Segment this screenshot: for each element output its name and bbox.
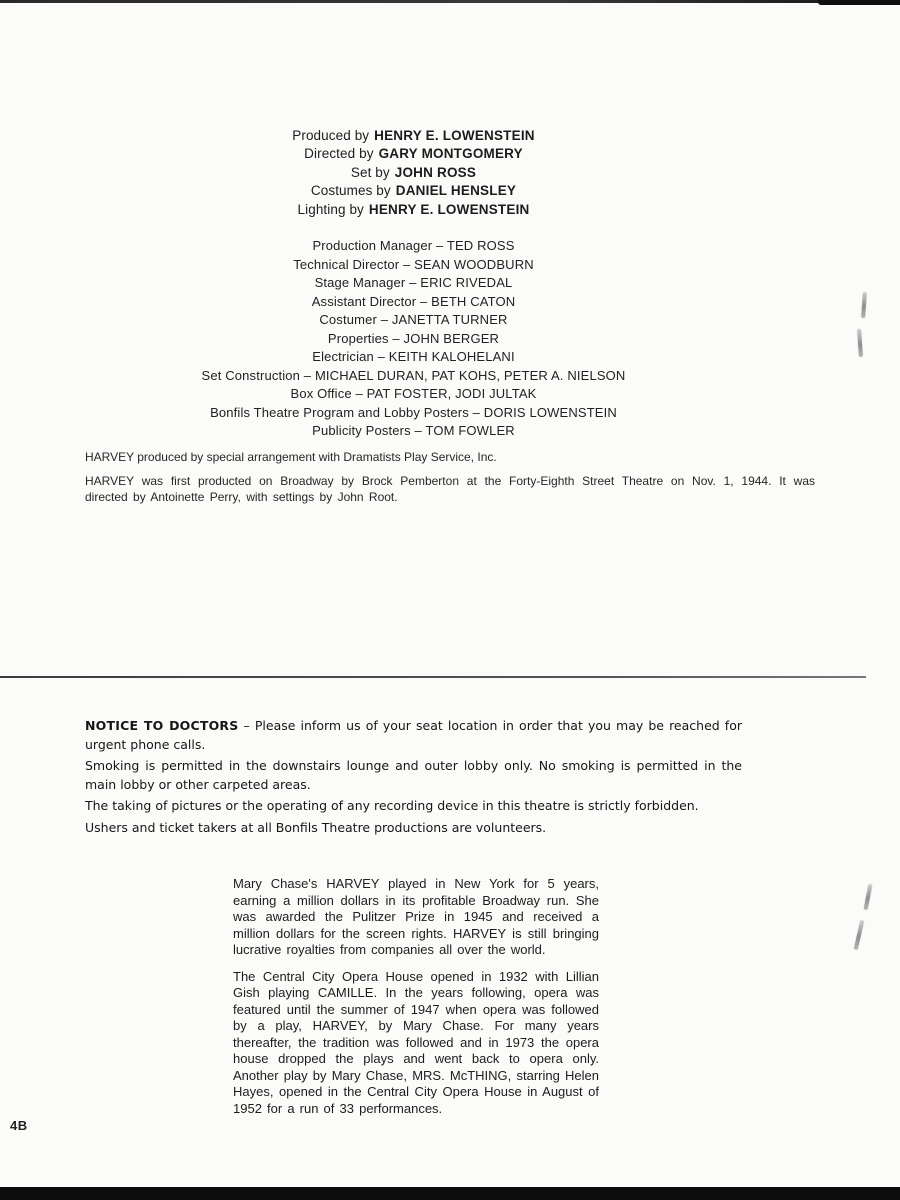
harvey-history-paragraph: Mary Chase's HARVEY played in New York for 5 years, earning a million dollars in its profitable Broadway run. She was awarded the Pulitzer Prize in 1945 and received a million dollars for the screen rights. HARVEY is still bringing lucrative royalties from companies all over the world. <box>233 876 599 957</box>
notice-ushers: Ushers and ticket takers at all Bonfils Theatre productions are volunteers. <box>85 819 547 835</box>
staple-mark <box>864 884 873 910</box>
notice-recording: The taking of pictures or the operating of any recording device in this theatre is strictly forbidden. <box>85 798 699 813</box>
staple-mark <box>861 292 867 318</box>
credit-line <box>85 164 742 182</box>
credit-role-label: Costumes by <box>310 183 391 199</box>
scan-top-edge-dark-segment <box>818 0 900 5</box>
credit-name: GARY MONTGOMERY <box>378 146 523 162</box>
page-number: 4B <box>10 1118 28 1133</box>
credit-name: DANIEL HENSLEY <box>395 183 517 199</box>
history-column <box>233 876 599 1117</box>
staff-credits <box>85 237 742 441</box>
credit-name: JOHN ROSS <box>394 164 477 180</box>
staple-mark <box>857 329 863 357</box>
staff-line: Publicity Posters – TOM FOWLER <box>312 423 515 438</box>
production-notes <box>85 449 815 505</box>
credit-role-label: Directed by <box>304 146 374 162</box>
credit-role-label: Set by <box>350 164 390 180</box>
staff-line: Electrician – KEITH KALOHELANI <box>312 349 515 364</box>
notice-doctors <box>85 717 742 754</box>
staff-line: Set Construction – MICHAEL DURAN, PAT KOHS, PETER A. NIELSON <box>201 367 626 383</box>
staff-line: Properties – JOHN BERGER <box>327 330 500 346</box>
credit-line <box>85 127 742 145</box>
credit-line <box>85 201 742 219</box>
staff-line: Bonfils Theatre Program and Lobby Posters – DORIS LOWENSTEIN <box>210 404 617 420</box>
staple-mark <box>854 920 865 950</box>
staff-line: Technical Director – SEAN WOODBURN <box>293 256 534 272</box>
notice-doctors-lead: NOTICE TO DOCTORS <box>85 718 239 733</box>
credit-line <box>85 145 742 163</box>
opera-house-history-paragraph: The Central City Opera House opened in 1932 with Lillian Gish playing CAMILLE. In the years following, opera was featured until the summer of 1947 when opera was followed by a play, HARVEY, by Mary Chase. For many years thereafter, the tradition was followed and in 1973 the opera house dropped the plays and went back to opera only. Another play by Mary Chase, MRS. McTHING, starring Helen Hayes, opened in the Central City Opera House in August of 1952 for a run of 33 performances. <box>233 968 599 1116</box>
staff-line: Box Office – PAT FOSTER, JODI JULTAK <box>290 386 537 401</box>
credit-name: HENRY E. LOWENSTEIN <box>374 128 535 143</box>
credit-line <box>85 182 742 200</box>
credit-name: HENRY E. LOWENSTEIN <box>368 201 530 217</box>
staff-line: Costumer – JANETTA TURNER <box>319 312 508 327</box>
production-credits <box>85 127 742 219</box>
scan-bottom-bar <box>0 1187 900 1200</box>
credit-role-label: Produced by <box>292 128 370 143</box>
section-divider-rule <box>0 676 866 678</box>
broadway-premiere-note: HARVEY was first producted on Broadway by Brock Pemberton at the Forty-Eighth Street Theatre on Nov. 1, 1944. It was directed by Antoinette Perry, with settings by John Root. <box>85 474 815 504</box>
notice-doctors-text: – Please inform us of your seat location in order that you may be reached for urgent phone calls. <box>85 718 742 752</box>
house-notices <box>85 717 742 840</box>
notice-smoking: Smoking is permitted in the downstairs lounge and outer lobby only. No smoking is permitted in the main lobby or other carpeted areas. <box>85 758 742 792</box>
staff-line: Assistant Director – BETH CATON <box>311 293 516 309</box>
staff-line: Stage Manager – ERIC RIVEDAL <box>314 275 513 290</box>
arrangement-note: HARVEY produced by special arrangement with Dramatists Play Service, Inc. <box>85 450 497 464</box>
scan-top-edge <box>0 0 900 3</box>
staff-line: Production Manager – TED ROSS <box>312 238 515 253</box>
credit-role-label: Lighting by <box>297 201 364 217</box>
